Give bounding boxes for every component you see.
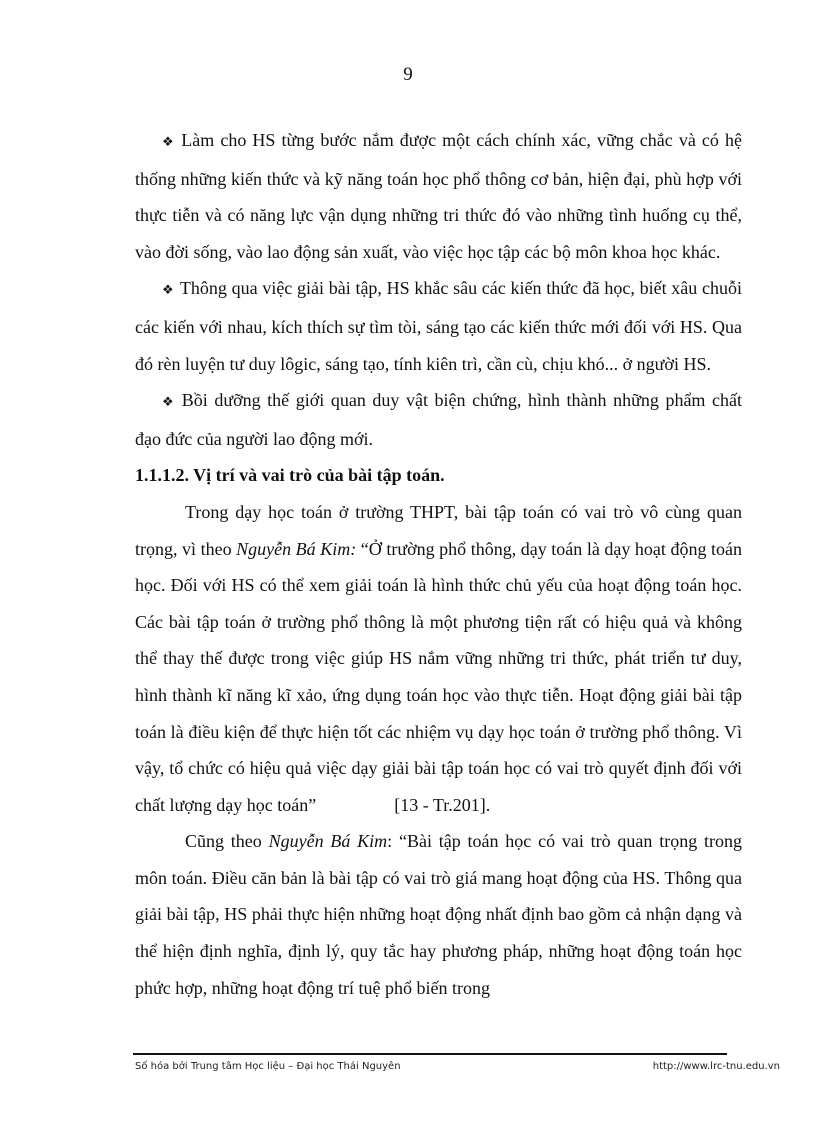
diamond-bullet-icon: ❖: [162, 394, 176, 410]
paragraph-text: Làm cho HS từng bước nắm được một cách chính xác, vững chắc và có hệ thống những kiến thức và kỹ năng toán học phổ thông cơ bản, hiện đại, phù hợp với thực tiễn và có năng lực vận dụng những tri thức đó vào những tình huống cụ thể, vào đời sống, vào lao động sản xuất, vào việc học tập các bộ môn khoa học khác.: [135, 130, 743, 262]
bullet-paragraph-2: [135, 270, 742, 382]
paragraph-text: Trong dạy học toán ở trường THPT, bài tập toán có vai trò vô cùng quan trọng, vì theo: [135, 501, 742, 559]
page-number: 9: [403, 64, 413, 85]
paragraph-also-according: [135, 823, 742, 1006]
quote-text: “Ở trường phổ thông, dạy toán là dạy hoạt động toán học. Đối với HS có thể xem giải toán là hình thức chủ yếu của hoạt động toán học. Các bài tập toán ở trường phổ thông là một phương tiện rất có hiệu quả và không thể thay thế được trong việc giúp HS nắm vững những tri thức, phát triển tư duy, hình thành kĩ năng kĩ xảo, ứng dụng toán học vào thực tiễn. Hoạt động giải bài tập toán là điều kiện để thực hiện tốt các nhiệm vụ dạy học toán ở trường phổ thông. Vì vậy, tổ chức có hiệu quả việc dạy giải bài tập toán học có vai trò quyết định đối với chất lượng dạy học toán”: [135, 538, 742, 815]
footer-divider: [133, 1053, 727, 1055]
citation: [13 - Tr.201].: [394, 794, 491, 815]
diamond-bullet-icon: ❖: [162, 134, 176, 149]
paragraph-text: Thông qua việc giải bài tập, HS khắc sâu các kiến thức đã học, biết xâu chuỗi các kiến với nhau, kích thích sự tìm tòi, sáng tạo các kiến thức mới đối với HS. Qua đó rèn luyện tư duy lôgic, sáng tạo, tính kiên trì, cần cù, chịu khó... ở người HS.: [135, 278, 743, 374]
paragraph-text: Cũng theo: [185, 831, 269, 852]
document-body: [135, 122, 742, 1006]
footer-source: Số hóa bởi Trung tâm Học liệu – Đại học Thái Nguyên: [135, 1061, 401, 1072]
paragraph-text: Bồi dưỡng thế giới quan duy vật biện chứng, hình thành những phẩm chất đạo đức của người lao động mới.: [135, 390, 742, 449]
author-name: Nguyễn Bá Kim:: [236, 538, 357, 559]
section-heading: 1.1.1.2. Vị trí và vai trò của bài tập toán.: [135, 465, 445, 486]
paragraph-role-of-exercises: [135, 494, 742, 823]
footer-url: http://www.lrc-tnu.edu.vn: [652, 1061, 780, 1072]
author-name: Nguyễn Bá Kim: [268, 831, 388, 852]
quote-text: : “Bài tập toán học có vai trò quan trọng trong môn toán. Điều căn bản là bài tập có vai trò giá mang hoạt động của HS. Thông qua giải bài tập, HS phải thực hiện những hoạt động nhất định bao gồm cả nhận dạng và thể hiện định nghĩa, định lý, quy tắc hay phương pháp, những hoạt động toán học phức hợp, những hoạt động trí tuệ phổ biến trong: [135, 831, 742, 998]
diamond-bullet-icon: ❖: [162, 282, 174, 298]
bullet-paragraph-3: [135, 382, 742, 457]
bullet-paragraph-1: [135, 122, 742, 270]
